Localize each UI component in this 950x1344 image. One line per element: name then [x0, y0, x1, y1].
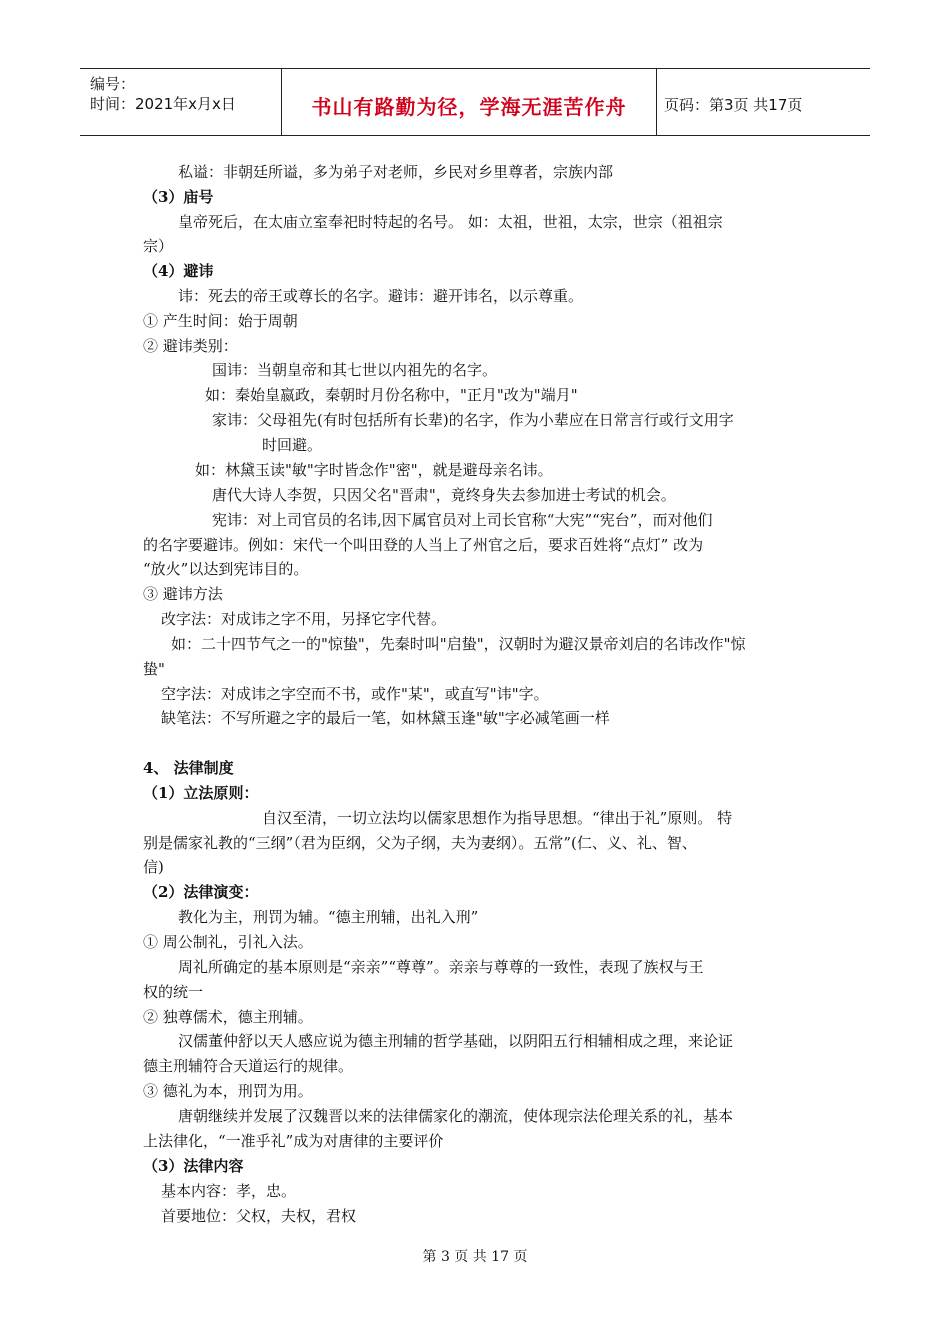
header-page-info: 页码：第3页 共17页: [664, 96, 803, 114]
section-heading: （2）法律演变：: [143, 883, 259, 901]
text-line: 缺笔法：不写所避之字的最后一笔，如林黛玉逢"敏"字必减笔画一样: [161, 709, 610, 727]
text-line: “放火”以达到宪讳目的。: [143, 560, 309, 578]
text-line: 如：秦始皇嬴政，秦朝时月份名称中，"正月"改为"端月": [205, 386, 578, 404]
text-line: 信): [143, 858, 164, 876]
header-left-cell: [80, 69, 281, 135]
list-item: ① 产生时间：始于周朝: [143, 312, 298, 330]
text-line: 如：二十四节气之一的"惊蛰"，先秦时叫"启蛰"，汉朝时为避汉景帝刘启的名讳改作"惊: [171, 635, 746, 653]
text-line: 如：林黛玉读"敏"字时皆念作"密"，就是避母亲名讳。: [195, 461, 553, 479]
text-line: 时回避。: [262, 436, 323, 454]
document-number-label: 编号：: [90, 75, 136, 93]
section-heading: （3）庙号: [143, 188, 214, 206]
text-line: 唐代大诗人李贺，只因父名"晋肃"，竟终身失去参加进士考试的机会。: [212, 486, 676, 504]
text-line: 家讳：父母祖先(有时包括所有长辈)的名字，作为小辈应在日常言行或行文用字: [212, 411, 734, 429]
text-line: 国讳：当朝皇帝和其七世以内祖先的名字。: [212, 361, 498, 379]
text-line: 自汉至清，一切立法均以儒家思想作为指导思想。“律出于礼”原则。 特: [262, 809, 733, 827]
section-heading: （1）立法原则：: [143, 784, 259, 802]
page-header: [80, 68, 870, 136]
text-line: 讳：死去的帝王或尊长的名字。避讳：避开讳名，以示尊重。: [178, 287, 584, 305]
text-line: 权的统一: [143, 983, 204, 1001]
document-date: 时间：2021年x月x日: [90, 95, 236, 113]
text-line: 皇帝死后，在太庙立室奉祀时特起的名号。 如：太祖，世祖，太宗，世宗（祖祖宗: [178, 213, 723, 231]
text-line: 宗）: [143, 237, 174, 255]
text-line: 教化为主，刑罚为辅。“德主刑辅，出礼入刑”: [178, 908, 479, 926]
text-line: 的名字要避讳。例如：宋代一个叫田登的人当上了州官之后，要求百姓将“点灯” 改为: [143, 536, 704, 554]
text-line: 别是儒家礼教的“三纲”（君为臣纲，父为子纲，夫为妻纲）。五常”(仁、义、礼、智、: [143, 834, 697, 852]
list-item: ② 避讳类别：: [143, 337, 238, 355]
list-item: ③ 避讳方法: [143, 585, 223, 603]
section-heading: （4）避讳: [143, 262, 214, 280]
header-right-cell: [656, 69, 870, 135]
header-motto: 书山有路勤为径，学海无涯苦作舟: [311, 95, 627, 119]
text-line: 上法律化，“一准乎礼”成为对唐律的主要评价: [143, 1132, 444, 1150]
page-footer: 第 3 页 共 17 页: [422, 1249, 528, 1265]
chapter-heading: 4、 法律制度: [143, 759, 234, 777]
text-line: 改字法：对成讳之字不用，另择它字代替。: [161, 610, 447, 628]
list-item: ① 周公制礼，引礼入法。: [143, 933, 313, 951]
section-heading: （3）法律内容: [143, 1157, 244, 1175]
text-line: 宪讳：对上司官员的名讳,因下属官员对上司长官称“大宪”“宪台”，而对他们: [212, 511, 713, 529]
text-line: 汉儒董仲舒以天人感应说为德主刑辅的哲学基础，以阴阳五行相辅相成之理，来论证: [178, 1032, 734, 1050]
text-line: 基本内容：孝，忠。: [161, 1182, 297, 1200]
text-line: 唐朝继续并发展了汉魏晋以来的法律儒家化的潮流，使体现宗法伦理关系的礼，基本: [178, 1107, 734, 1125]
text-line: 德主刑辅符合天道运行的规律。: [143, 1057, 354, 1075]
text-line: 周礼所确定的基本原则是“亲亲”“尊尊”。亲亲与尊尊的一致性，表现了族权与王: [178, 958, 704, 976]
text-line: 空字法：对成讳之字空而不书，或作"某"，或直写"讳"字。: [161, 685, 549, 703]
text-line: 首要地位：父权，夫权，君权: [161, 1207, 357, 1225]
text-line: 私谥：非朝廷所谥，多为弟子对老师，乡民对乡里尊者，宗族内部: [178, 163, 614, 181]
list-item: ③ 德礼为本，刑罚为用。: [143, 1082, 313, 1100]
header-motto-cell: [281, 69, 657, 135]
text-line: 蛰": [143, 660, 165, 678]
list-item: ② 独尊儒术，德主刑辅。: [143, 1008, 313, 1026]
